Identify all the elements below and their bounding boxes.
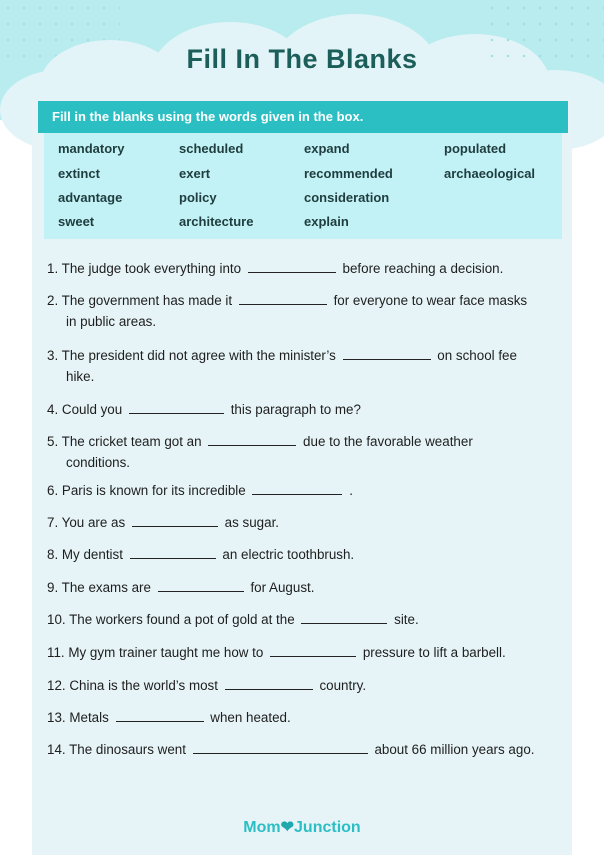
word-item: exert	[179, 166, 211, 181]
word-item: explain	[304, 214, 349, 229]
word-item: archaeological	[444, 166, 536, 181]
answer-blank[interactable]	[193, 741, 368, 754]
question-number: 13.	[47, 710, 66, 725]
word-item: advantage	[58, 190, 123, 205]
question-number: 14.	[47, 742, 66, 757]
question-text: My dentist	[61, 547, 123, 562]
answer-blank[interactable]	[130, 546, 216, 559]
question-item	[47, 577, 314, 598]
question-text: The president did not agree with the minister’s	[61, 348, 336, 363]
question-text: for August.	[250, 580, 315, 595]
answer-blank[interactable]	[116, 709, 204, 722]
question-text: when heated.	[210, 710, 291, 725]
question-text: pressure to lift a barbell.	[362, 645, 506, 660]
answer-blank[interactable]	[343, 347, 431, 360]
word-item: architecture	[179, 214, 254, 229]
question-number: 7.	[47, 515, 59, 530]
question-text: before reaching a decision.	[342, 261, 504, 276]
question-item	[47, 675, 366, 696]
question-number: 5.	[47, 434, 59, 449]
answer-blank[interactable]	[301, 611, 387, 624]
momjunction-logo	[0, 817, 604, 837]
question-text: The exams are	[61, 580, 151, 595]
instruction-banner: Fill in the blanks using the words given in the box.	[38, 101, 568, 133]
question-item	[47, 642, 506, 663]
question-text: The judge took everything into	[61, 261, 242, 276]
question-item	[47, 512, 279, 533]
question-text: an electric toothbrush.	[222, 547, 355, 562]
question-item	[47, 399, 361, 420]
question-number: 3.	[47, 348, 59, 363]
question-text: The government has made it	[61, 293, 233, 308]
word-item: populated	[444, 141, 507, 156]
question-continuation: in public areas.	[66, 314, 157, 329]
answer-blank[interactable]	[239, 292, 327, 305]
question-number: 11.	[47, 645, 65, 660]
question-item	[47, 258, 503, 279]
answer-blank[interactable]	[208, 433, 296, 446]
question-text: My gym trainer taught me how to	[68, 645, 264, 660]
logo-text-mom: Mom	[243, 819, 281, 836]
answer-blank[interactable]	[248, 260, 336, 273]
word-item: sweet	[58, 214, 95, 229]
question-text: The dinosaurs went	[69, 742, 186, 757]
question-item	[47, 345, 517, 387]
question-number: 9.	[47, 580, 59, 595]
question-text: due to the favorable weather	[303, 434, 473, 449]
question-text: .	[349, 483, 353, 498]
question-text: You are as	[61, 515, 126, 530]
answer-blank[interactable]	[158, 579, 244, 592]
question-text: The cricket team got an	[61, 434, 202, 449]
logo-mark-icon: ❤	[280, 819, 295, 836]
page-title: Fill In The Blanks	[186, 44, 418, 74]
question-number: 12.	[47, 678, 66, 693]
question-number: 2.	[47, 293, 59, 308]
word-box	[44, 133, 562, 239]
question-text: site.	[394, 612, 419, 627]
question-number: 4.	[47, 402, 59, 417]
question-text: Paris is known for its incredible	[61, 483, 246, 498]
question-text: China is the world’s most	[69, 678, 218, 693]
answer-blank[interactable]	[129, 401, 224, 414]
question-number: 10.	[47, 612, 66, 627]
answer-blank[interactable]	[270, 644, 356, 657]
question-text: Could you	[61, 402, 123, 417]
question-item	[47, 739, 535, 760]
word-item: consideration	[304, 190, 390, 205]
word-item: expand	[304, 141, 350, 156]
word-item: scheduled	[179, 141, 244, 156]
question-text: The workers found a pot of gold at the	[69, 612, 295, 627]
question-number: 6.	[47, 483, 59, 498]
word-item: recommended	[304, 166, 393, 181]
question-text: Metals	[69, 710, 109, 725]
question-number: 1.	[47, 261, 59, 276]
question-item	[47, 290, 527, 332]
question-text: on school fee	[437, 348, 517, 363]
question-text: country.	[319, 678, 367, 693]
question-continuation: hike.	[66, 369, 95, 384]
question-continuation: conditions.	[66, 455, 131, 470]
answer-blank[interactable]	[132, 514, 218, 527]
question-item	[47, 609, 419, 630]
word-item: extinct	[58, 166, 100, 181]
question-item	[47, 707, 291, 728]
answer-blank[interactable]	[252, 482, 342, 495]
logo-text-junction: Junction	[294, 819, 361, 836]
question-text: as sugar.	[224, 515, 280, 530]
word-item: mandatory	[58, 141, 125, 156]
question-item	[47, 544, 354, 565]
word-item: policy	[179, 190, 217, 205]
question-item	[47, 480, 353, 501]
question-item	[47, 431, 473, 473]
question-number: 8.	[47, 547, 59, 562]
answer-blank[interactable]	[225, 677, 313, 690]
question-text: about 66 million years ago.	[374, 742, 535, 757]
question-text: for everyone to wear face masks	[333, 293, 528, 308]
question-text: this paragraph to me?	[230, 402, 361, 417]
